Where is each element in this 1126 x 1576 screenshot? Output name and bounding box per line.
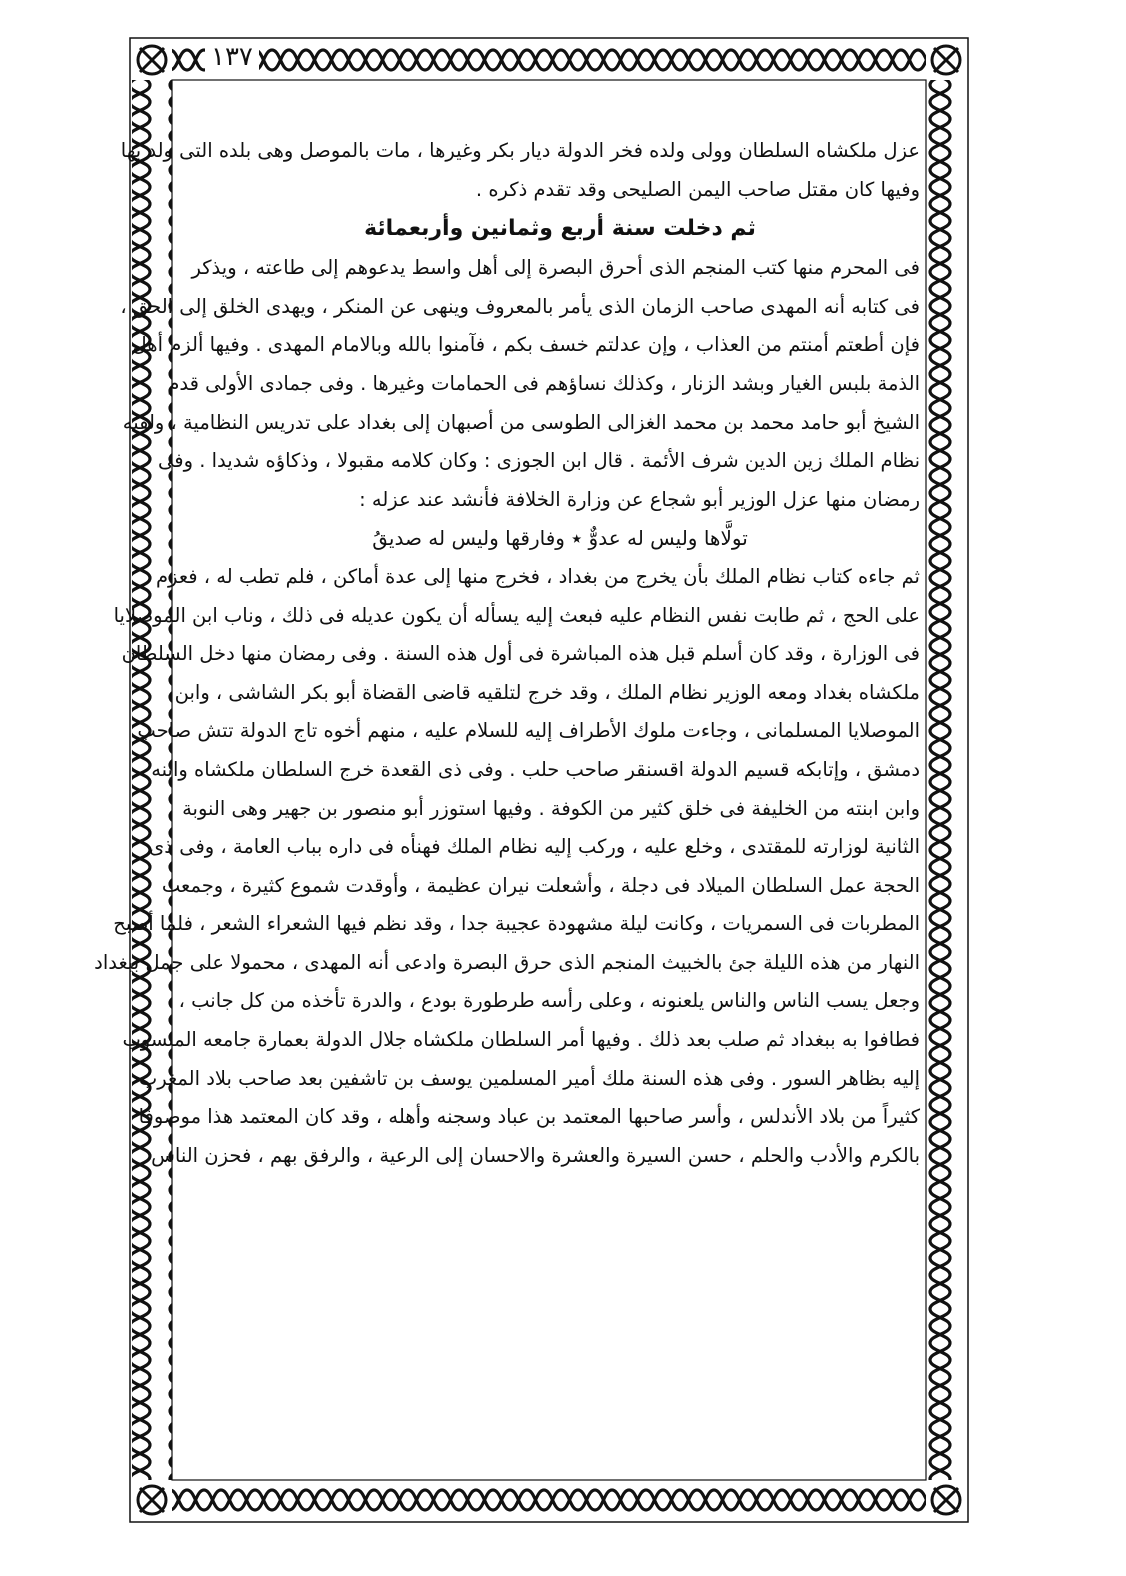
text-line: عزل ملكشاه السلطان وولى ولده فخر الدولة ديار بكر وغيرها ، مات بالموصل وهى بلده التى ولد بها [120, 139, 920, 162]
text-line: فى المحرم منها كتب المنجم الذى أحرق البصرة إلى أهل واسط يدعوهم إلى طاعته ، ويذكر [191, 256, 920, 280]
text-line: وابن ابنته من الخليفة فى خلق كثير من الكوفة . وفيها استوزر أبو منصور بن جهير وهى النوبة [182, 796, 920, 820]
text-line: فإن أطعتم أمنتم من العذاب ، وإن عدلتم خسف بكم ، فآمنوا بالله وبالامام المهدى . وفيها ألزم أهل [132, 333, 920, 357]
text-line: الحجة عمل السلطان الميلاد فى دجلة ، وأشعلت نيران عظيمة ، وأوقدت شموع كثيرة ، وجمعت [161, 873, 920, 897]
text-line: الموصلايا المسلمانى ، وجاءت ملوك الأطراف إليه للسلام عليه ، منهم أخوه تاج الدولة تتش صاحب [137, 719, 920, 743]
poem-verse: تولَّاها وليس له عدوٌّ ٭ وفارقها وليس له صديقُ [372, 526, 748, 551]
border-right [926, 80, 966, 1480]
text-line: المطربات فى السمريات ، وكانت ليلة مشهودة عجيبة جدا ، وقد نظم فيها الشعراء الشعر ، فلما أصبح [113, 912, 920, 936]
text-line: دمشق ، وإتابكه قسيم الدولة اقسنقر صاحب حلب . وفى ذى القعدة خرج السلطان ملكشاه وابنه [151, 757, 920, 781]
page-number: ١٣٧ [205, 42, 259, 72]
border-bottom [172, 1480, 926, 1520]
section-heading: ثم دخلت سنة أربع وثمانين وأربعمائة [364, 216, 756, 242]
text-line: النهار من هذه الليلة جئ بالخبيث المنجم الذى حرق البصرة وادعى أنه المهدى ، محمولا على جمل ببغداد [94, 950, 920, 974]
text-line: وجعل يسب الناس والناس يلعنونه ، وعلى رأسه طرطورة بودع ، والدرة تأخذه من كل جانب ، [178, 989, 920, 1013]
text-line: الثانية لوزارته للمقتدى ، وخلع عليه ، وركب إليه نظام الملك فهنأه فى داره بباب العامة ، وفى ذى [149, 835, 920, 859]
text-line: الشيخ أبو حامد محمد بن محمد الغزالى الطوسى من أصبهان إلى بغداد على تدريس النظامية ، ولقبه [122, 410, 920, 434]
text-line: فطافوا به ببغداد ثم صلب بعد ذلك . وفيها أمر السلطان ملكشاه جلال الدولة بعمارة جامعه المنسوب [122, 1028, 920, 1052]
main-text [94, 132, 920, 1175]
border-top [172, 40, 926, 80]
text-line: بالكرم والأدب والحلم ، حسن السيرة والعشرة والاحسان إلى الرعية ، والرفق بهم ، فحزن الناس [151, 1143, 920, 1167]
text-line: ملكشاه بغداد ومعه الوزير نظام الملك ، وقد خرج لتلقيه قاضى القضاة أبو بكر الشاشى ، وابن [174, 680, 920, 704]
text-line: الذمة بلبس الغيار وبشد الزنار ، وكذلك نساؤهم فى الحمامات وغيرها . وفى جمادى الأولى قدم [167, 371, 920, 395]
text-line: فى الوزارة ، وقد كان أسلم قبل هذه المباشرة فى أول هذه السنة . وفى رمضان منها دخل السلطان [121, 642, 920, 666]
text-line: نظام الملك زين الدين شرف الأئمة . قال ابن الجوزى : وكان كلامه مقبولا ، وذكاؤه شديدا . وفى [158, 449, 920, 473]
text-line: رمضان منها عزل الوزير أبو شجاع عن وزارة الخلافة فأنشد عند عزله : [359, 487, 920, 511]
text-line: فى كتابه أنه المهدى صاحب الزمان الذى يأمر بالمعروف وينهى عن المنكر ، ويهدى الخلق إلى الحق ، [120, 294, 920, 318]
text-line: ثم جاءه كتاب نظام الملك بأن يخرج من بغداد ، فخرج منها إلى عدة أماكن ، فلم تطب له ، فعزم [155, 564, 920, 588]
text-line: وفيها كان مقتل صاحب اليمن الصليحى وقد تقدم ذكره . [475, 177, 920, 201]
text-line: كثيراً من بلاد الأندلس ، وأسر صاحبها المعتمد بن عباد وسجنه وأهله ، وقد كان المعتمد هذا موصوفا [138, 1105, 920, 1129]
text-line: إليه بظاهر السور . وفى هذه السنة ملك أمير المسلمين يوسف بن تاشفين بعد صاحب بلاد المغرب [138, 1066, 920, 1090]
text-line: على الحج ، ثم طابت نفس النظام عليه فبعث إليه يسأله أن يكون عديله فى ذلك ، وناب ابن الموصلايا [113, 603, 920, 627]
